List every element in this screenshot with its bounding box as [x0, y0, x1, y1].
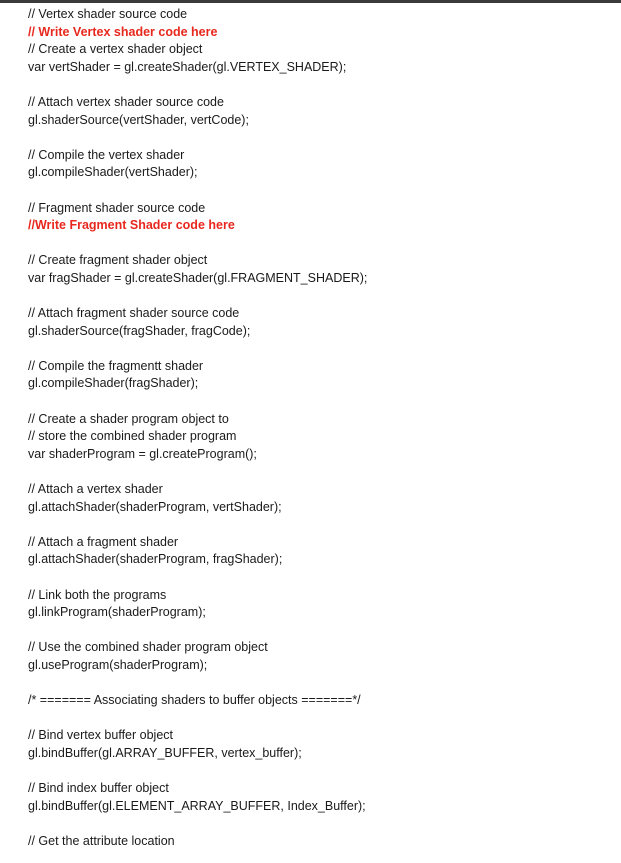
code-line: gl.shaderSource(vertShader, vertCode);: [28, 112, 249, 127]
code-line: gl.useProgram(shaderProgram);: [28, 657, 208, 672]
code-line: gl.compileShader(vertShader);: [28, 165, 198, 180]
blank-line: [28, 815, 613, 833]
comment-line: /* ======= Associating shaders to buffer objects =======*/: [28, 693, 361, 708]
blank-line: [28, 675, 613, 693]
code-block: [28, 692, 613, 710]
document-page: [28, 6, 613, 851]
code-block: [28, 411, 613, 464]
comment-line: // Attach vertex shader source code: [28, 94, 224, 109]
comment-line: // Compile the vertex shader: [28, 147, 185, 162]
code-block: [28, 358, 613, 393]
code-line: var shaderProgram = gl.createProgram();: [28, 446, 257, 461]
code-block: [28, 6, 613, 76]
code-block: [28, 252, 613, 287]
blank-line: [28, 129, 613, 147]
code-block: [28, 305, 613, 340]
code-line: gl.compileShader(fragShader);: [28, 376, 199, 391]
comment-line: // Use the combined shader program object: [28, 640, 268, 655]
blank-line: [28, 463, 613, 481]
blank-line: [28, 76, 613, 94]
instruction-line: //Write Fragment Shader code here: [28, 218, 235, 233]
comment-line: // Vertex shader source code: [28, 7, 188, 21]
comment-line: // Get the attribute location: [28, 833, 175, 848]
blank-line: [28, 622, 613, 640]
code-line: var vertShader = gl.createShader(gl.VERTEX_SHADER);: [28, 59, 347, 74]
blank-line: [28, 288, 613, 306]
code-line: gl.bindBuffer(gl.ELEMENT_ARRAY_BUFFER, Index_Buffer);: [28, 798, 366, 813]
comment-line: // Compile the fragmentt shader: [28, 358, 204, 373]
blank-line: [28, 569, 613, 587]
blank-line: [28, 763, 613, 781]
comment-line: // Bind index buffer object: [28, 781, 169, 796]
code-block: [28, 94, 613, 129]
code-block: [28, 639, 613, 674]
code-block: [28, 833, 613, 851]
code-block: [28, 534, 613, 569]
code-line: gl.attachShader(shaderProgram, fragShader);: [28, 552, 283, 567]
comment-line: // Attach fragment shader source code: [28, 306, 240, 321]
comment-line: // Create a shader program object to: [28, 411, 229, 426]
comment-line: // Attach a fragment shader: [28, 534, 179, 549]
code-block: [28, 481, 613, 516]
blank-line: [28, 182, 613, 200]
comment-line: // Create fragment shader object: [28, 253, 208, 268]
page-top-border: [0, 0, 621, 3]
blank-line: [28, 340, 613, 358]
blank-line: [28, 516, 613, 534]
blank-line: [28, 710, 613, 728]
comment-line: // Attach a vertex shader: [28, 482, 163, 497]
blank-line: [28, 235, 613, 253]
code-block: [28, 200, 613, 235]
blank-line: [28, 393, 613, 411]
comment-line: // store the combined shader program: [28, 429, 237, 444]
comment-line: // Fragment shader source code: [28, 200, 206, 215]
instruction-line: // Write Vertex shader code here: [28, 24, 218, 39]
code-line: gl.shaderSource(fragShader, fragCode);: [28, 323, 251, 338]
code-block: [28, 587, 613, 622]
code-line: gl.bindBuffer(gl.ARRAY_BUFFER, vertex_buffer);: [28, 745, 302, 760]
code-line: var fragShader = gl.createShader(gl.FRAGMENT_SHADER);: [28, 270, 368, 285]
code-line: gl.attachShader(shaderProgram, vertShader);: [28, 499, 282, 514]
comment-line: // Link both the programs: [28, 587, 167, 602]
code-block: [28, 727, 613, 762]
code-block: [28, 147, 613, 182]
code-block: [28, 780, 613, 815]
comment-line: // Bind vertex buffer object: [28, 728, 173, 743]
code-line: gl.linkProgram(shaderProgram);: [28, 605, 206, 620]
comment-line: // Create a vertex shader object: [28, 42, 203, 57]
